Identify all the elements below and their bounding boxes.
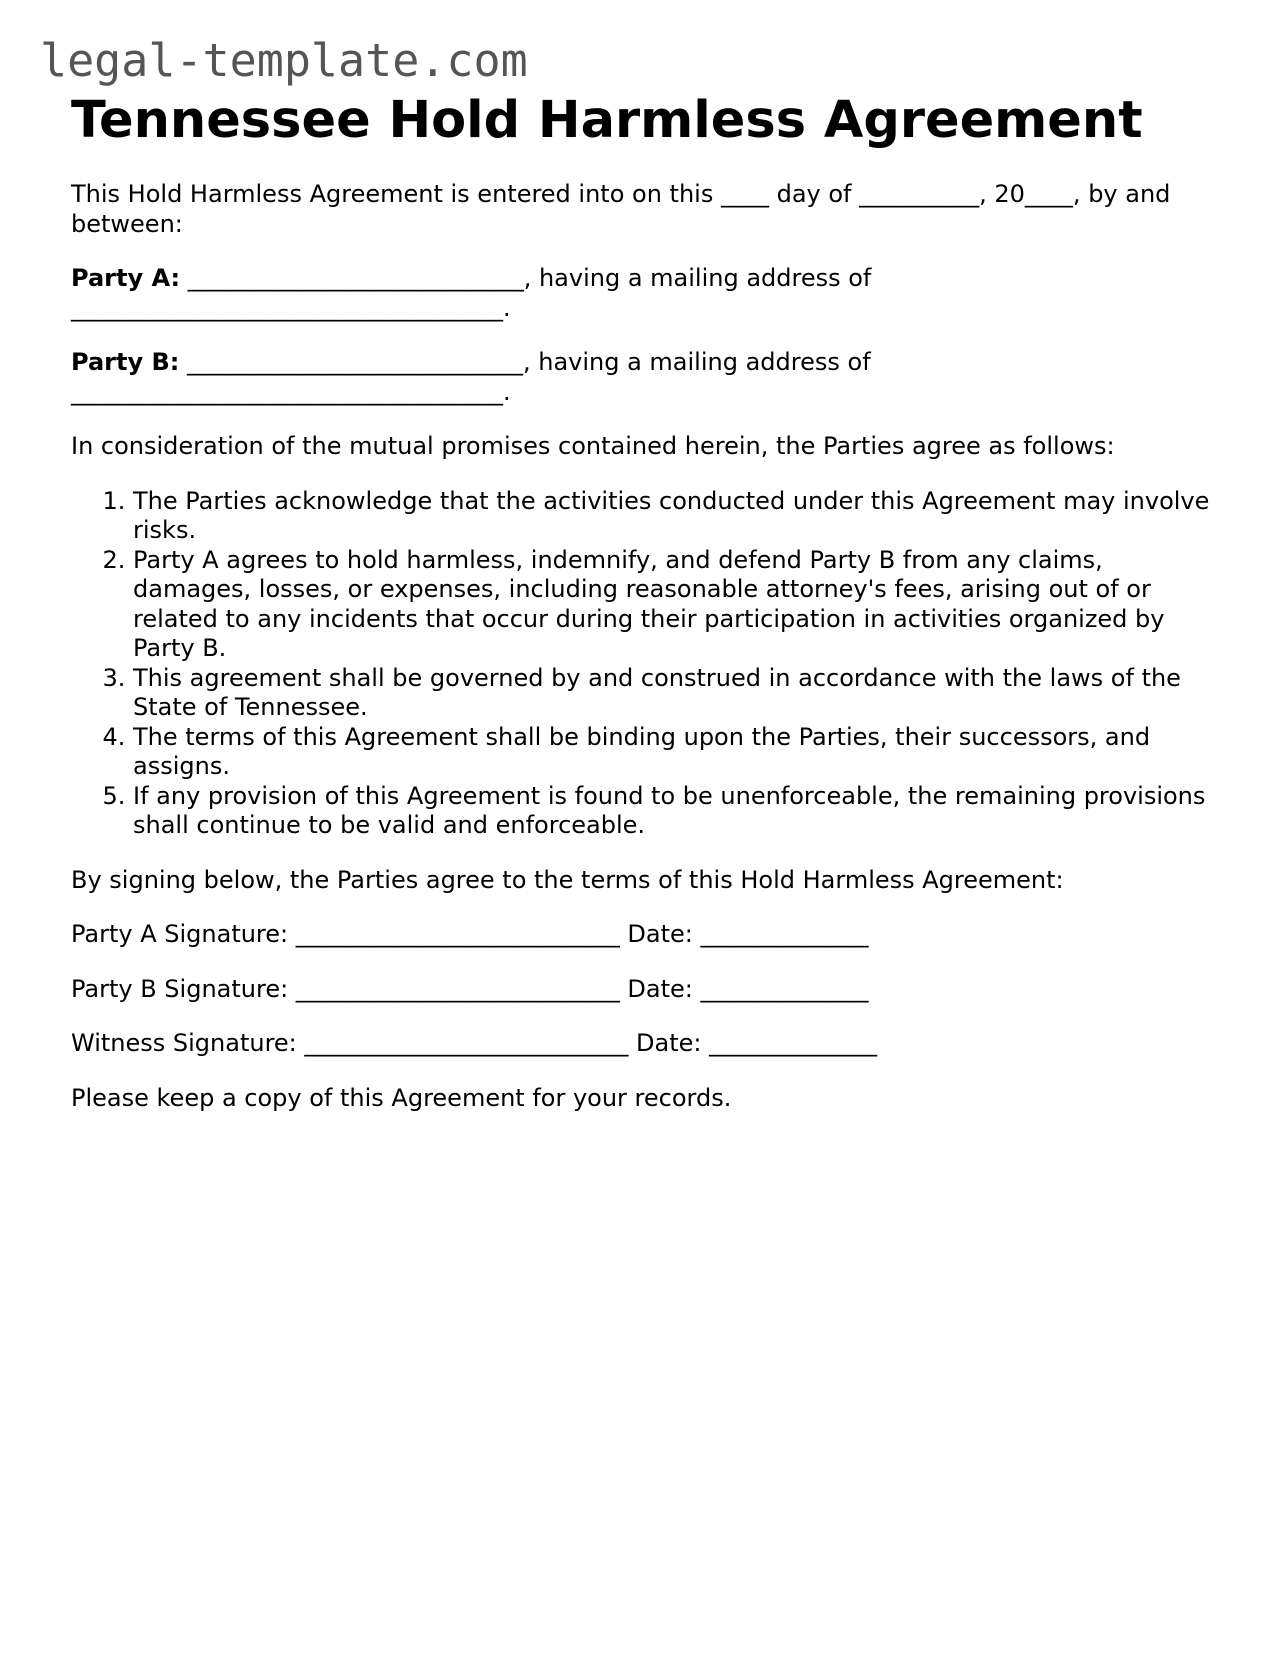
closing-note: Please keep a copy of this Agreement for your records. [71,1083,732,1112]
signing-intro: By signing below, the Parties agree to the terms of this Hold Harmless Agreement: [71,865,1064,894]
term-item: 1. The Parties acknowledge that the activities conducted under this Agreement may involve risks. [133,487,1221,546]
party-a-signature-line: Party A Signature: ___________________________ Date: ______________ [71,920,869,948]
watermark-logo: legal-template.com [40,34,528,87]
intro-paragraph: This Hold Harmless Agreement is entered into on this ____ day of __________, 20____, by and between: [71,180,1171,238]
party-b-signature-line: Party B Signature: ___________________________ Date: ______________ [71,974,869,1003]
party-b-text: ____________________________, having a mailing address of ____________________________________. [71,348,871,406]
party-a-line [71,264,1221,323]
term-item: 2. Party A agrees to hold harmless, indemnify, and defend Party B from any claims, damages, losses, or expenses, including reasonable attorney's fees, arising out of or related to any incidents that occur during their participation in activities organized by Party B. [133,546,1221,664]
party-a-label: Party A: [71,264,181,292]
consideration-paragraph: In consideration of the mutual promises contained herein, the Parties agree as follows: [71,432,1115,460]
term-item: 5. If any provision of this Agreement is found to be unenforceable, the remaining provisions shall continue to be valid and enforceable. [133,782,1221,841]
party-b-line [71,348,1221,407]
term-item: 3. This agreement shall be governed by and construed in accordance with the laws of the State of Tennessee. [133,664,1221,723]
witness-signature-line: Witness Signature: ___________________________ Date: ______________ [71,1029,878,1057]
party-b-label: Party B: [71,348,180,376]
document-title: Tennessee Hold Harmless Agreement [71,91,1143,150]
terms-list [71,487,1221,841]
term-item: 4. The terms of this Agreement shall be binding upon the Parties, their successors, and assigns. [133,723,1221,782]
document-body [71,90,1221,1113]
party-a-text: ____________________________, having a mailing address of ____________________________________. [71,264,872,322]
